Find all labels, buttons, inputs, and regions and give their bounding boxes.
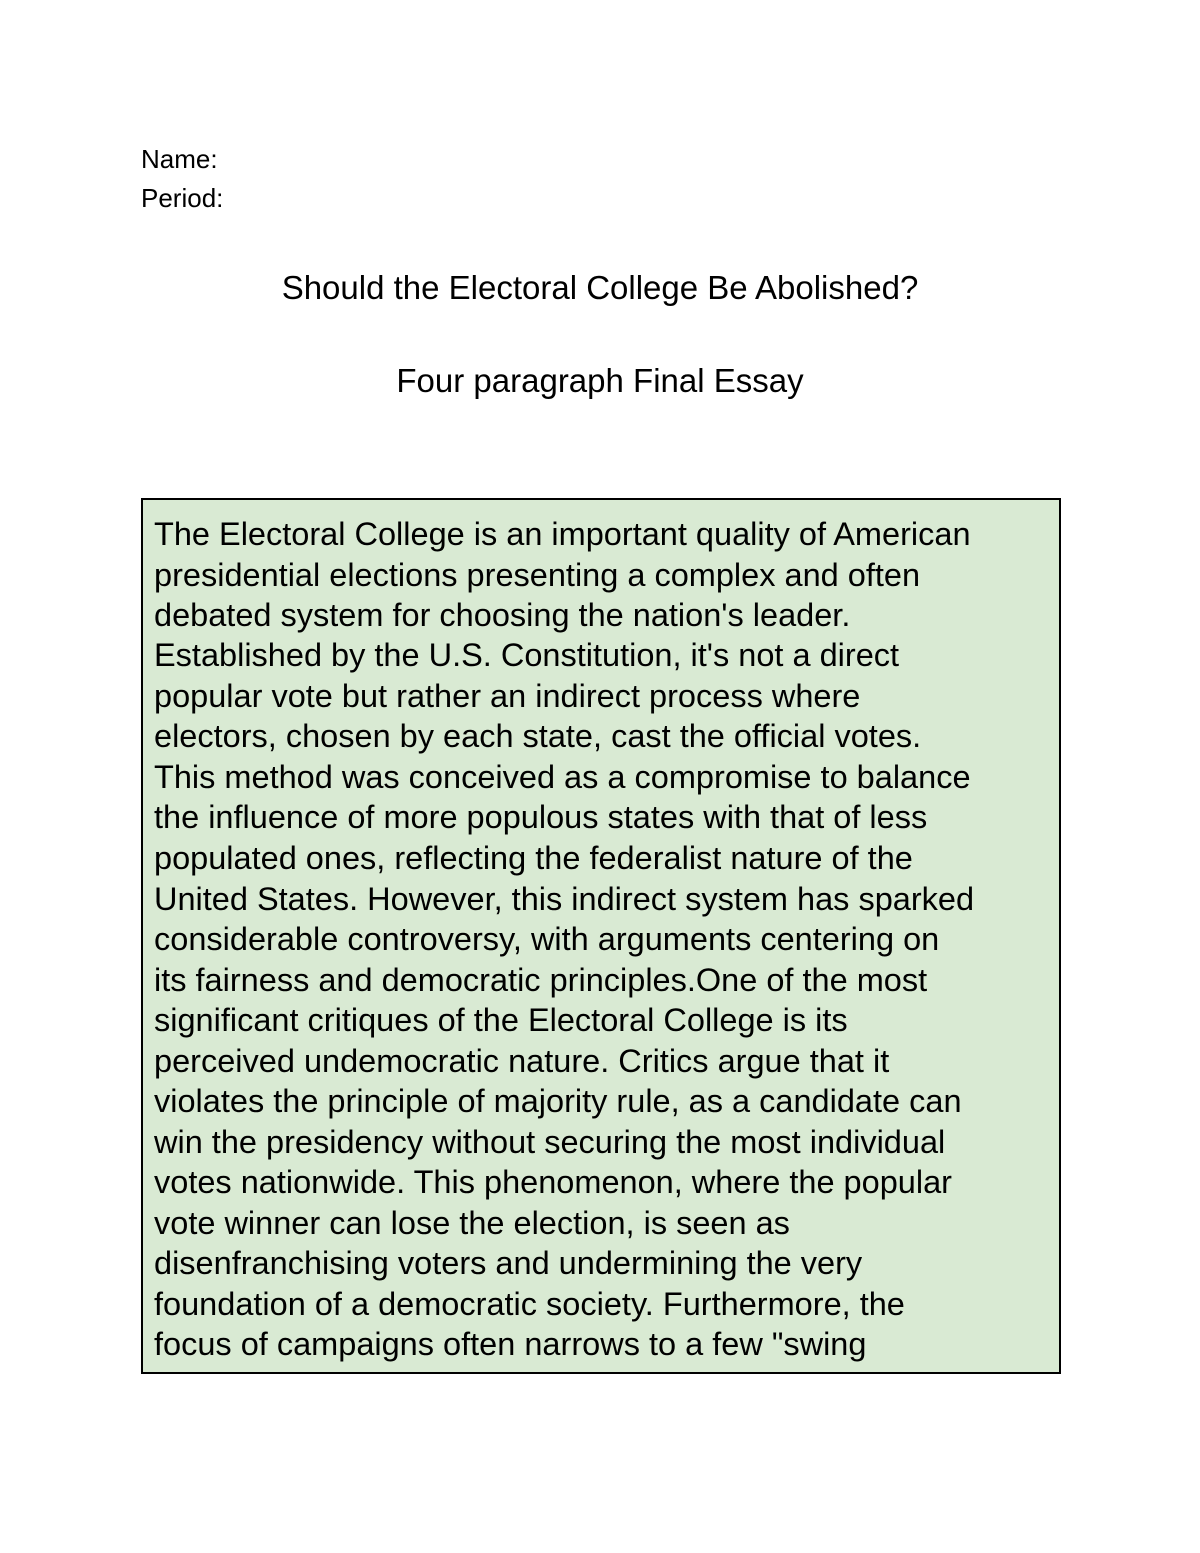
essay-line: United States. However, this indirect system has sparked	[154, 881, 975, 917]
period-label: Period:	[141, 183, 224, 213]
essay-line: the influence of more populous states with that of less	[154, 799, 928, 835]
essay-subtitle: Four paragraph Final Essay	[396, 362, 804, 399]
essay-line: considerable controversy, with arguments centering on	[154, 921, 940, 957]
essay-line: vote winner can lose the election, is seen as	[154, 1205, 790, 1241]
essay-line: electors, chosen by each state, cast the official votes.	[154, 718, 922, 754]
essay-line: Established by the U.S. Constitution, it's not a direct	[154, 637, 900, 673]
essay-line: significant critiques of the Electoral College is its	[154, 1002, 848, 1038]
name-label: Name:	[141, 144, 218, 174]
essay-line: its fairness and democratic principles.One of the most	[154, 962, 928, 998]
essay-title: Should the Electoral College Be Abolished?	[281, 269, 919, 306]
essay-line: win the presidency without securing the most individual	[154, 1124, 946, 1160]
essay-line: perceived undemocratic nature. Critics argue that it	[154, 1043, 890, 1079]
essay-line: foundation of a democratic society. Furthermore, the	[154, 1286, 905, 1322]
essay-line: violates the principle of majority rule, as a candidate can	[154, 1083, 962, 1119]
essay-text-box	[141, 498, 1061, 1374]
essay-line: This method was conceived as a compromise to balance	[154, 759, 971, 795]
essay-line: disenfranchising voters and undermining the very	[154, 1245, 863, 1281]
essay-line: focus of campaigns often narrows to a few "swing	[154, 1326, 867, 1362]
essay-line: votes nationwide. This phenomenon, where the popular	[154, 1164, 952, 1200]
essay-line: popular vote but rather an indirect process where	[154, 678, 861, 714]
essay-line: The Electoral College is an important quality of American	[154, 516, 971, 552]
essay-line: populated ones, reflecting the federalist nature of the	[154, 840, 913, 876]
essay-line: debated system for choosing the nation's leader.	[154, 597, 851, 633]
essay-line: presidential elections presenting a complex and often	[154, 557, 921, 593]
